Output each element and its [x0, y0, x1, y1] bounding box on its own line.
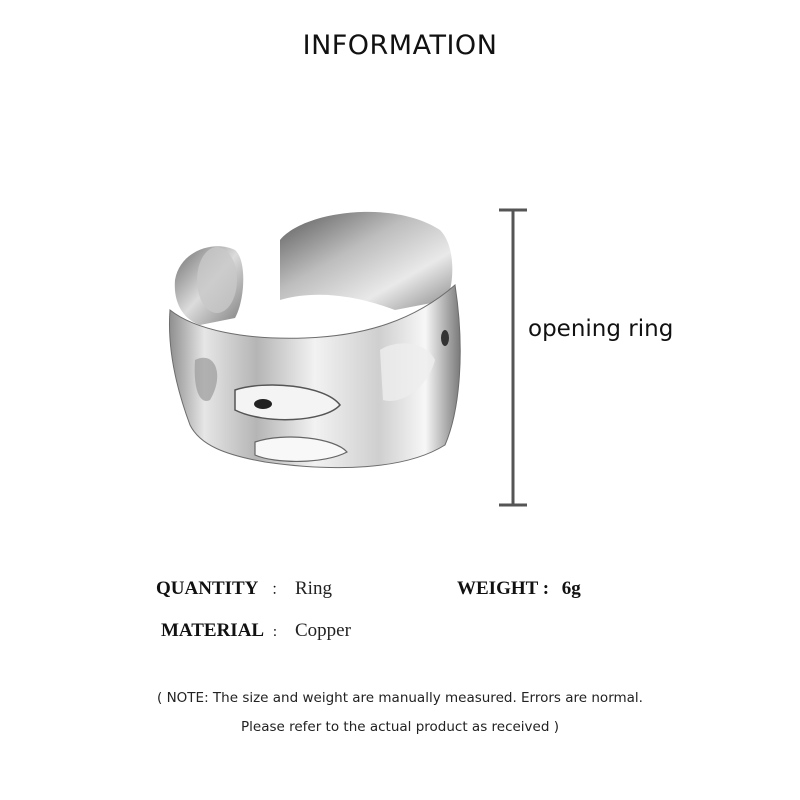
- size-label: opening ring: [528, 316, 674, 342]
- weight-value: 6g: [561, 578, 581, 599]
- weight-label: WEIGHT :: [457, 578, 550, 599]
- material-value-text: Copper: [295, 620, 351, 641]
- quantity-value-text: Ring: [295, 578, 332, 599]
- size-indicator-bar: [496, 205, 532, 510]
- weight-spec: [457, 578, 581, 600]
- quantity-label: QUANTITY: [156, 578, 259, 599]
- ring-product-image: [155, 200, 485, 490]
- material-separator: :: [272, 624, 278, 640]
- note-line-1: ( NOTE: The size and weight are manually measured. Errors are normal.: [157, 690, 643, 706]
- note-line-2: Please refer to the actual product as received ): [241, 719, 559, 735]
- page-title: INFORMATION: [302, 30, 498, 61]
- material-label: MATERIAL: [161, 620, 265, 641]
- quantity-value: [295, 578, 332, 600]
- quantity-spec: [156, 578, 286, 600]
- material-spec: [161, 620, 277, 642]
- material-value: [295, 620, 351, 642]
- quantity-separator: ：: [271, 582, 287, 598]
